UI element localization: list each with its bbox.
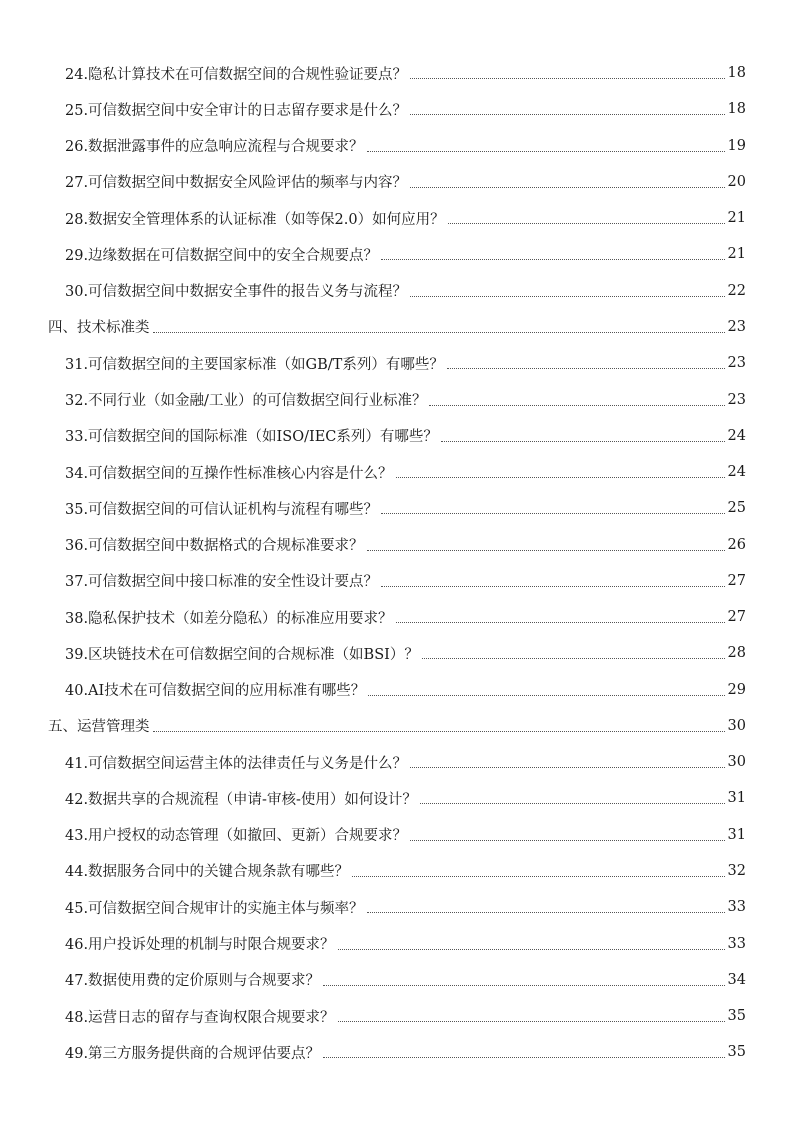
dot-leader <box>410 839 724 841</box>
toc-section-heading[interactable] <box>0 309 793 345</box>
toc-entry-title: 40.AI技术在可信数据空间的应用标准有哪些？ <box>65 683 366 700</box>
toc-entry-title: 34.可信数据空间的互操作性标准核心内容是什么？ <box>65 465 393 482</box>
dot-leader <box>448 222 725 224</box>
toc-entry[interactable] <box>0 55 793 91</box>
toc-entry[interactable] <box>0 599 793 635</box>
toc-entry-title: 42.数据共享的合规流程（申请-审核-使用）如何设计？ <box>65 791 417 808</box>
toc-page-number: 30 <box>727 754 746 771</box>
dot-leader <box>323 984 724 986</box>
toc-entry[interactable] <box>0 1034 793 1070</box>
toc-page-number: 29 <box>727 681 746 698</box>
dot-leader <box>367 150 725 152</box>
toc-entry-title: 37.可信数据空间中接口标准的安全性设计要点？ <box>65 574 379 591</box>
dot-leader <box>367 549 725 551</box>
dot-leader <box>153 331 725 333</box>
dot-leader <box>338 948 725 950</box>
toc-entry[interactable] <box>0 128 793 164</box>
toc-page-number: 21 <box>727 246 746 263</box>
toc-entry[interactable] <box>0 780 793 816</box>
toc-entry-title: 29.边缘数据在可信数据空间中的安全合规要点？ <box>65 247 379 264</box>
dot-leader <box>381 512 724 514</box>
toc-page-number: 30 <box>727 717 746 734</box>
toc-entry-title: 25.可信数据空间中安全审计的日志留存要求是什么？ <box>65 102 408 119</box>
toc-page-number: 23 <box>727 318 746 335</box>
toc-entry-title: 45.可信数据空间合规审计的实施主体与频率？ <box>65 900 364 917</box>
toc-entry-title: 24.隐私计算技术在可信数据空间的合规性验证要点？ <box>65 66 408 83</box>
toc-entry[interactable] <box>0 236 793 272</box>
toc-entry[interactable] <box>0 889 793 925</box>
toc-entry[interactable] <box>0 817 793 853</box>
toc-entry-title: 26.数据泄露事件的应急响应流程与合规要求？ <box>65 139 364 156</box>
toc-entry-title: 30.可信数据空间中数据安全事件的报告义务与流程？ <box>65 284 408 301</box>
toc-entry[interactable] <box>0 273 793 309</box>
toc-entry-title: 四、技术标准类 <box>48 320 150 337</box>
toc-page-number: 33 <box>727 899 746 916</box>
dot-leader <box>323 1056 724 1058</box>
dot-leader <box>396 476 725 478</box>
toc-entry[interactable] <box>0 490 793 526</box>
dot-leader <box>368 694 724 696</box>
toc-entry[interactable] <box>0 91 793 127</box>
toc-page-number: 22 <box>727 282 746 299</box>
toc-entry-title: 48.运营日志的留存与查询权限合规要求？ <box>65 1009 335 1026</box>
toc-entry[interactable] <box>0 345 793 381</box>
toc-entry[interactable] <box>0 635 793 671</box>
dot-leader <box>396 621 725 623</box>
toc-page-number: 32 <box>727 862 746 879</box>
toc-entry[interactable] <box>0 526 793 562</box>
toc-page-number: 35 <box>727 1044 746 1061</box>
toc-page-number: 20 <box>727 173 746 190</box>
toc-entry-title: 36.可信数据空间中数据格式的合规标准要求？ <box>65 538 364 555</box>
dot-leader <box>410 295 724 297</box>
dot-leader <box>153 730 725 732</box>
toc-entry[interactable] <box>0 744 793 780</box>
toc-page-number: 19 <box>727 137 746 154</box>
toc-entry-title: 28.数据安全管理体系的认证标准（如等保2.0）如何应用？ <box>65 211 445 228</box>
toc-entry-title: 31.可信数据空间的主要国家标准（如GB/T系列）有哪些？ <box>65 356 444 373</box>
table-of-contents <box>0 55 793 1070</box>
dot-leader <box>410 766 724 768</box>
dot-leader <box>420 802 725 804</box>
toc-entry-title: 32.不同行业（如金融/工业）的可信数据空间行业标准？ <box>65 393 427 410</box>
toc-entry-title: 49.第三方服务提供商的合规评估要点？ <box>65 1045 321 1062</box>
dot-leader <box>429 404 724 406</box>
dot-leader <box>410 186 724 188</box>
toc-entry[interactable] <box>0 998 793 1034</box>
toc-page-number: 21 <box>727 210 746 227</box>
toc-page-number: 27 <box>727 572 746 589</box>
toc-page-number: 26 <box>727 536 746 553</box>
toc-entry-title: 46.用户投诉处理的机制与时限合规要求？ <box>65 937 335 953</box>
toc-page-number: 24 <box>727 464 746 481</box>
dot-leader <box>367 911 725 913</box>
toc-section-heading[interactable] <box>0 708 793 744</box>
dot-leader <box>441 440 725 442</box>
toc-entry[interactable] <box>0 381 793 417</box>
toc-entry[interactable] <box>0 200 793 236</box>
toc-page-number: 31 <box>727 826 746 843</box>
toc-entry-title: 43.用户授权的动态管理（如撤回、更新）合规要求？ <box>65 828 408 845</box>
toc-page-number: 34 <box>727 971 746 988</box>
toc-page-number: 18 <box>727 65 746 82</box>
dot-leader <box>410 77 724 79</box>
toc-entry[interactable] <box>0 672 793 708</box>
toc-entry-title: 39.区块链技术在可信数据空间的合规标准（如BSI）？ <box>65 646 419 663</box>
toc-entry-title: 44.数据服务合同中的关键合规条款有哪些？ <box>65 864 350 881</box>
toc-entry-title: 38.隐私保护技术（如差分隐私）的标准应用要求？ <box>65 610 393 627</box>
toc-page-number: 24 <box>727 427 746 444</box>
dot-leader <box>381 585 724 587</box>
toc-entry-title: 五、运营管理类 <box>48 719 150 736</box>
toc-entry[interactable] <box>0 853 793 889</box>
dot-leader <box>447 367 725 369</box>
toc-entry[interactable] <box>0 164 793 200</box>
toc-entry[interactable] <box>0 962 793 998</box>
dot-leader <box>381 258 724 260</box>
toc-page-number: 27 <box>727 609 746 626</box>
toc-entry-title: 27.可信数据空间中数据安全风险评估的频率与内容？ <box>65 175 408 192</box>
dot-leader <box>352 875 724 877</box>
toc-entry[interactable] <box>0 925 793 961</box>
toc-entry-title: 47.数据使用费的定价原则与合规要求？ <box>65 973 321 990</box>
toc-entry-title: 35.可信数据空间的可信认证机构与流程有哪些？ <box>65 501 379 518</box>
dot-leader <box>338 1020 725 1022</box>
toc-page-number: 23 <box>727 355 746 372</box>
toc-entry[interactable] <box>0 454 793 490</box>
toc-page-number: 25 <box>727 500 746 517</box>
toc-page-number: 31 <box>727 790 746 807</box>
toc-page-number: 23 <box>727 391 746 408</box>
toc-page-number: 33 <box>727 935 746 952</box>
toc-entry[interactable] <box>0 418 793 454</box>
toc-entry-title: 33.可信数据空间的国际标准（如ISO/IEC系列）有哪些？ <box>65 429 438 446</box>
toc-entry-title: 41.可信数据空间运营主体的法律责任与义务是什么？ <box>65 755 408 772</box>
toc-page-number: 28 <box>727 645 746 662</box>
dot-leader <box>422 657 725 659</box>
toc-page-number: 35 <box>727 1008 746 1025</box>
toc-page-number: 18 <box>727 101 746 118</box>
toc-entry[interactable] <box>0 563 793 599</box>
dot-leader <box>410 113 724 115</box>
